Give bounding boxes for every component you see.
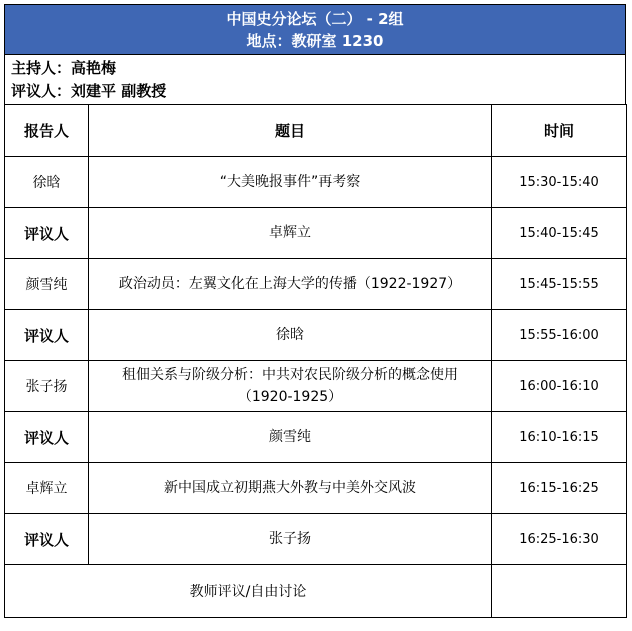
speaker-cell: 卓辉立: [5, 463, 89, 514]
footer-row: [5, 565, 627, 618]
table-row: [5, 157, 627, 208]
table-header-row: [5, 105, 627, 157]
speaker-cell: 徐晗: [5, 157, 89, 208]
topic-cell: 颜雪纯: [89, 412, 492, 463]
forum-header: [4, 4, 626, 54]
schedule-sheet: [4, 4, 626, 618]
time-cell: 16:00-16:10: [492, 361, 627, 412]
table-row: [5, 514, 627, 565]
topic-cell: 卓辉立: [89, 208, 492, 259]
footer-empty-cell: [492, 565, 627, 618]
table-row: [5, 310, 627, 361]
topic-cell: 张子扬: [89, 514, 492, 565]
topic-cell: 徐晗: [89, 310, 492, 361]
table-row: [5, 412, 627, 463]
column-header-time: 时间: [492, 105, 627, 157]
forum-location: 地点：教研室 1230: [246, 32, 384, 50]
column-header-topic: 题目: [89, 105, 492, 157]
forum-title: 中国史分论坛（二） - 2组: [226, 10, 404, 28]
time-cell: 15:40-15:45: [492, 208, 627, 259]
time-cell: 15:55-16:00: [492, 310, 627, 361]
table-row: [5, 208, 627, 259]
time-cell: 15:30-15:40: [492, 157, 627, 208]
time-cell: 16:15-16:25: [492, 463, 627, 514]
speaker-cell: 评议人: [5, 208, 89, 259]
speaker-cell: 评议人: [5, 412, 89, 463]
discussant-line: 评议人：刘建平 副教授: [11, 82, 167, 100]
table-row: [5, 259, 627, 310]
topic-cell: 租佃关系与阶级分析：中共对农民阶级分析的概念使用（1920-1925）: [89, 361, 492, 412]
time-cell: 15:45-15:55: [492, 259, 627, 310]
topic-cell: 政治动员：左翼文化在上海大学的传播（1922-1927）: [89, 259, 492, 310]
time-cell: 16:25-16:30: [492, 514, 627, 565]
topic-cell: 新中国成立初期燕大外教与中美外交风波: [89, 463, 492, 514]
forum-info: [4, 54, 626, 104]
host-line: 主持人：高艳梅: [11, 59, 117, 77]
table-row: [5, 361, 627, 412]
speaker-cell: 颜雪纯: [5, 259, 89, 310]
time-cell: 16:10-16:15: [492, 412, 627, 463]
speaker-cell: 张子扬: [5, 361, 89, 412]
table-row: [5, 463, 627, 514]
schedule-table: [4, 104, 627, 618]
footer-cell: 教师评议/自由讨论: [5, 565, 492, 618]
topic-cell: “大美晚报事件”再考察: [89, 157, 492, 208]
speaker-cell: 评议人: [5, 310, 89, 361]
speaker-cell: 评议人: [5, 514, 89, 565]
column-header-speaker: 报告人: [5, 105, 89, 157]
